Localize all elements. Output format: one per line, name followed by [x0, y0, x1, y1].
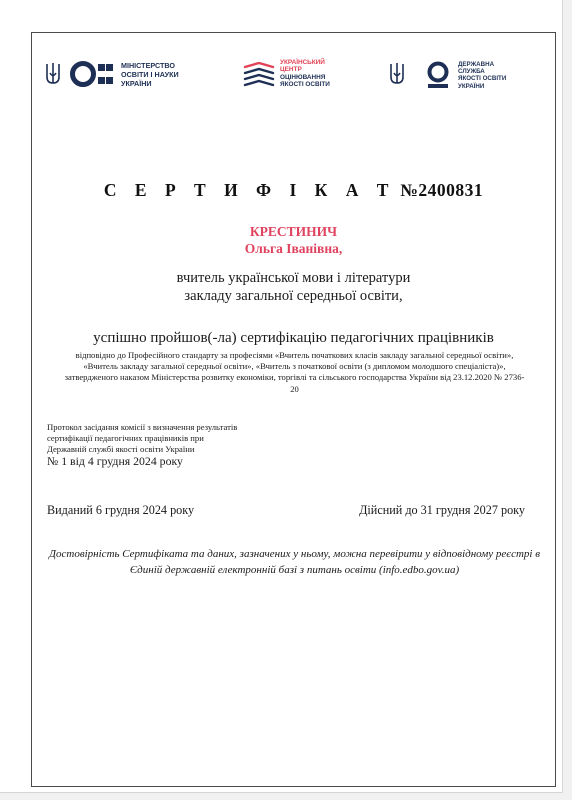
- verification-note: Достовірність Сертифіката та даних, зазначених у ньому, можна перевірити у відповідному реєстрі в Єдиній державній електронній базі з питань освіти (info.edbo.gov.ua): [49, 548, 540, 576]
- certificate-title: [32, 180, 555, 201]
- ministry-logo: [45, 55, 215, 95]
- service-name-line: СЛУЖБА: [458, 68, 485, 76]
- protocol-line: Державній службі якості освіти України: [47, 443, 195, 454]
- ministry-name-line: УКРАЇНИ: [121, 78, 152, 88]
- uceqa-logo: [240, 55, 360, 95]
- service-name: [458, 61, 528, 90]
- service-logo: [389, 55, 539, 95]
- protocol-line: сертифікації педагогічних працівників при: [47, 432, 204, 443]
- ministry-mark-icon: [69, 60, 115, 88]
- holder-first-names: Ольга Іванівна,: [244, 241, 343, 256]
- uceqa-name-line: ЦЕНТР: [280, 66, 302, 74]
- uceqa-name: [280, 59, 370, 89]
- protocol-line: Протокол засідання комісії з визначення результатів: [47, 422, 238, 432]
- ministry-name-line: ОСВІТИ І НАУКИ: [121, 69, 179, 79]
- certificate-border: [31, 32, 556, 787]
- protocol-number-date: № 1 від 4 грудня 2024 року: [47, 454, 183, 469]
- book-icon: [242, 60, 276, 90]
- protocol-block: [47, 422, 307, 468]
- uceqa-name-line: ОЦІНЮВАННЯ: [280, 73, 326, 81]
- holder-institution: закладу загальної середньої освіти,: [184, 288, 403, 304]
- standard-reference: відповідно до Професійного стандарту за професіями «Вчитель початкових класів закладу загальної середньої освіти», «Вчитель закладу загальної середньої освіти», «Вчитель з початкової освіти (з дипломом молодшого спеціаліста)», затвердженого наказом Міністерства розвитку економіки, торгівлі та сільського господарства України від 23.12.2020 № 2736-20: [64, 350, 525, 394]
- issue-date: Виданий 6 грудня 2024 року: [47, 503, 195, 517]
- logo-row: [32, 33, 555, 123]
- trident-icon: [389, 62, 405, 86]
- holder-last-name: КРЕСТИНИЧ: [249, 224, 338, 239]
- service-name-line: УКРАЇНИ: [458, 82, 485, 90]
- certificate-number: №2400831: [400, 180, 484, 200]
- service-name-line: ЯКОСТІ ОСВІТИ: [458, 75, 507, 83]
- ministry-name: [121, 62, 221, 88]
- uceqa-name-line: УКРАЇНСЬКИЙ: [280, 59, 325, 66]
- certificate-word: С Е Р Т И Ф І К А Т: [103, 180, 396, 200]
- service-name-line: ДЕРЖАВНА: [458, 61, 495, 68]
- certification-statement: успішно пройшов(-ла) сертифікацію педагогічних працівників: [93, 330, 494, 346]
- uceqa-name-line: ЯКОСТІ ОСВІТИ: [280, 81, 330, 89]
- service-mark-icon: [425, 61, 451, 89]
- valid-until-date: Дійсний до 31 грудня 2027 року: [359, 503, 525, 517]
- holder-position: вчитель української мови і літератури: [176, 270, 411, 286]
- ministry-name-line: МІНІСТЕРСТВО: [121, 61, 175, 70]
- trident-icon: [45, 62, 61, 86]
